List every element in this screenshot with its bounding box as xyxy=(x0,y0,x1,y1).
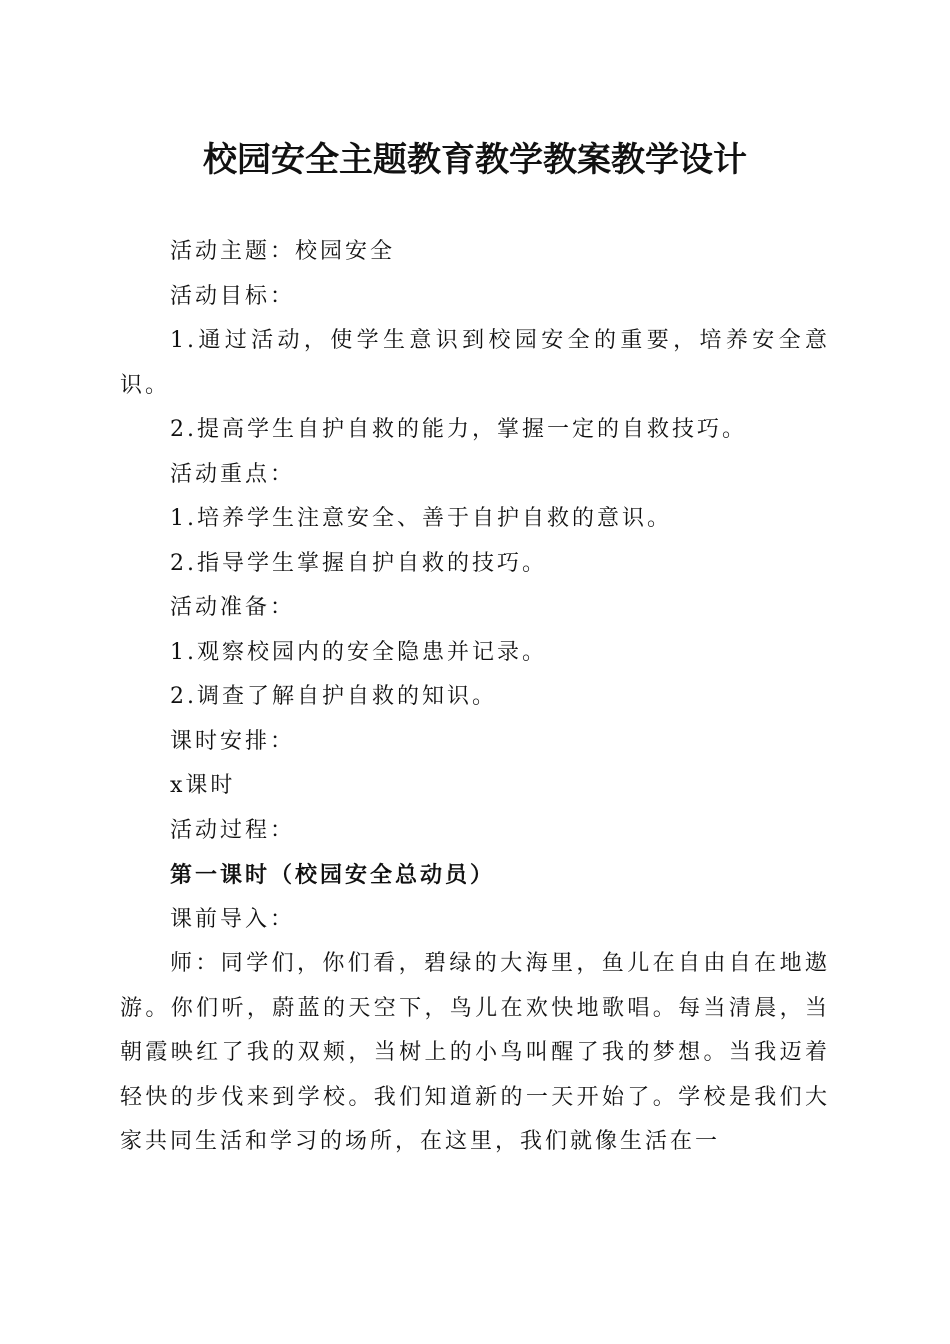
paragraph-focus-1: 1.培养学生注意安全、善于自护自救的意识。 xyxy=(170,506,672,531)
paragraph-process-heading: 活动过程： xyxy=(170,817,296,843)
paragraph-schedule-value: x课时 xyxy=(170,773,236,798)
paragraph-prep-1: 1.观察校园内的安全隐患并记录。 xyxy=(170,639,547,665)
paragraph-intro-heading: 课前导入： xyxy=(170,906,296,932)
paragraph-focus-2: 2.指导学生掌握自护自救的技巧。 xyxy=(170,550,547,576)
paragraph-goals-heading: 活动目标： xyxy=(170,283,296,309)
paragraph-goal-1: 1.通过活动，使学生意识到校园安全的重要，培养安全意识。 xyxy=(120,328,830,398)
paragraph-prep-heading: 活动准备： xyxy=(170,595,296,620)
document-title: 校园安全主题教育教学教案教学设计 xyxy=(203,140,747,180)
paragraph-schedule-heading: 课时安排： xyxy=(170,728,296,754)
paragraph-theme: 活动主题：校园安全 xyxy=(170,239,396,264)
paragraph-teacher-speech: 师：同学们，你们看，碧绿的大海里，鱼儿在自由自在地遨游。你们听，蔚蓝的天空下，鸟儿在欢快地歌唱。每当清晨，当朝霞映红了我的双颊，当树上的小鸟叫醒了我的梦想。当我迈着轻快的步伐来到学校。我们知道新的一天开始了。学校是我们大家共同生活和学习的场所，在这里，我们就像生活在一 xyxy=(120,951,830,1154)
paragraph-goal-2: 2.提高学生自护自救的能力，掌握一定的自救技巧。 xyxy=(170,417,747,442)
paragraph-focus-heading: 活动重点： xyxy=(170,461,296,487)
document-body xyxy=(120,230,830,1165)
paragraph-lesson-1-heading: 第一课时（校园安全总动员） xyxy=(170,862,496,888)
paragraph-prep-2: 2.调查了解自护自救的知识。 xyxy=(170,684,497,709)
